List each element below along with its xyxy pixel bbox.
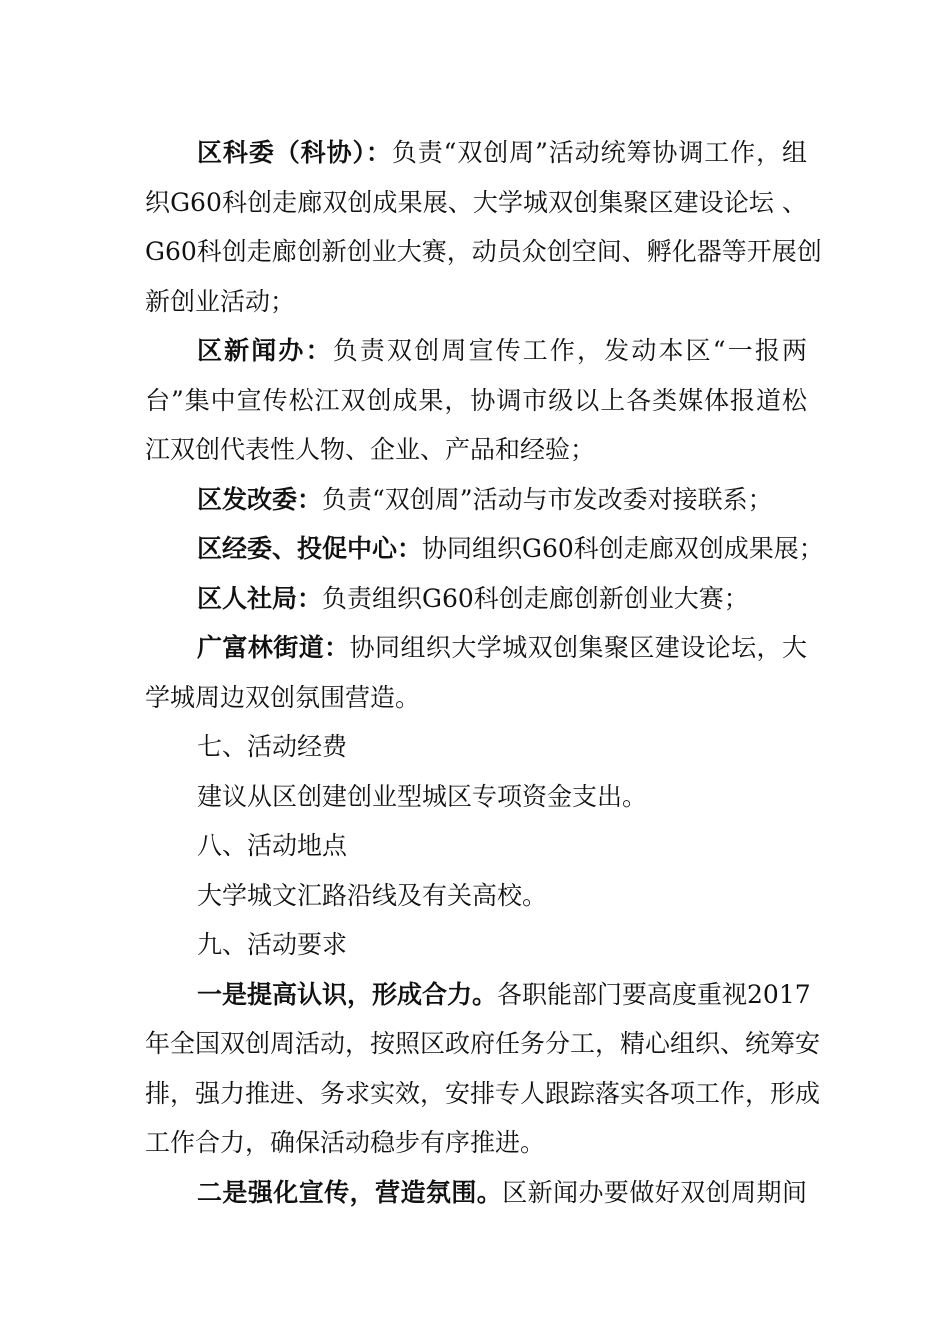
paragraph-requirement-awareness: 一是提高认识，形成合力。各职能部门要高度重视2017 年全国双创周活动，按照区政府任务分工，精心组织、统筹安 排，强力推进、务求实效，安排专人跟踪落实各项工作，形成 工作合力，确保活动稳步有序推进。 [145,979,821,1157]
label-district-human-resources: 区人社局： [197,583,323,613]
paragraph-district-economic-committee: 区经委、投促中心：协同组织G60科创走廊双创成果展； [197,534,824,563]
section-heading-location: 八、活动地点 [197,831,348,860]
paragraph-location: 大学城文汇路沿线及有关高校。 [197,880,548,910]
label-requirement-publicity: 二是强化宣传，营造氛围。 [197,1177,503,1207]
paragraph-funding: 建议从区创建创业型城区专项资金支出。 [197,781,648,811]
paragraph-district-development-reform: 区发改委：负责“双创周”活动与市发改委对接联系； [197,484,773,514]
label-district-development-reform: 区发改委： [197,484,323,514]
paragraph-district-news-office: 区新闻办：负责双创周宣传工作，发动本区“一报两 台”集中宣传松江双创成果，协调市级以上各类媒体报道松 江双创代表性人物、企业、产品和经验； [145,336,807,464]
label-district-economic-committee: 区经委、投促中心： [197,534,423,563]
section-heading-requirements: 九、活动要求 [197,930,348,959]
paragraph-district-science-committee: 区科委（科协）：负责“双创周”活动统筹协调工作，组 织G60科创走廊双创成果展、大学城双创集聚区建设论坛 、 G60科创走廊创新创业大赛，动员众创空间、孵化器等开展创 新创业活动； [145,138,822,316]
label-district-news-office: 区新闻办： [197,336,333,365]
section-heading-funding: 七、活动经费 [197,732,348,761]
document-body [145,128,824,1217]
paragraph-requirement-publicity: 二是强化宣传，营造氛围。区新闻办要做好双创周期间 [197,1177,807,1207]
label-requirement-awareness: 一是提高认识，形成合力。 [197,979,498,1009]
label-district-science-committee: 区科委（科协）： [197,138,392,167]
label-guangfulin-street: 广富林街道： [197,633,350,662]
paragraph-district-human-resources: 区人社局：负责组织G60科创走廊创新创业大赛； [197,583,749,613]
paragraph-guangfulin-street: 广富林街道：协同组织大学城双创集聚区建设论坛，大 学城周边双创氛围营造。 [145,633,807,712]
